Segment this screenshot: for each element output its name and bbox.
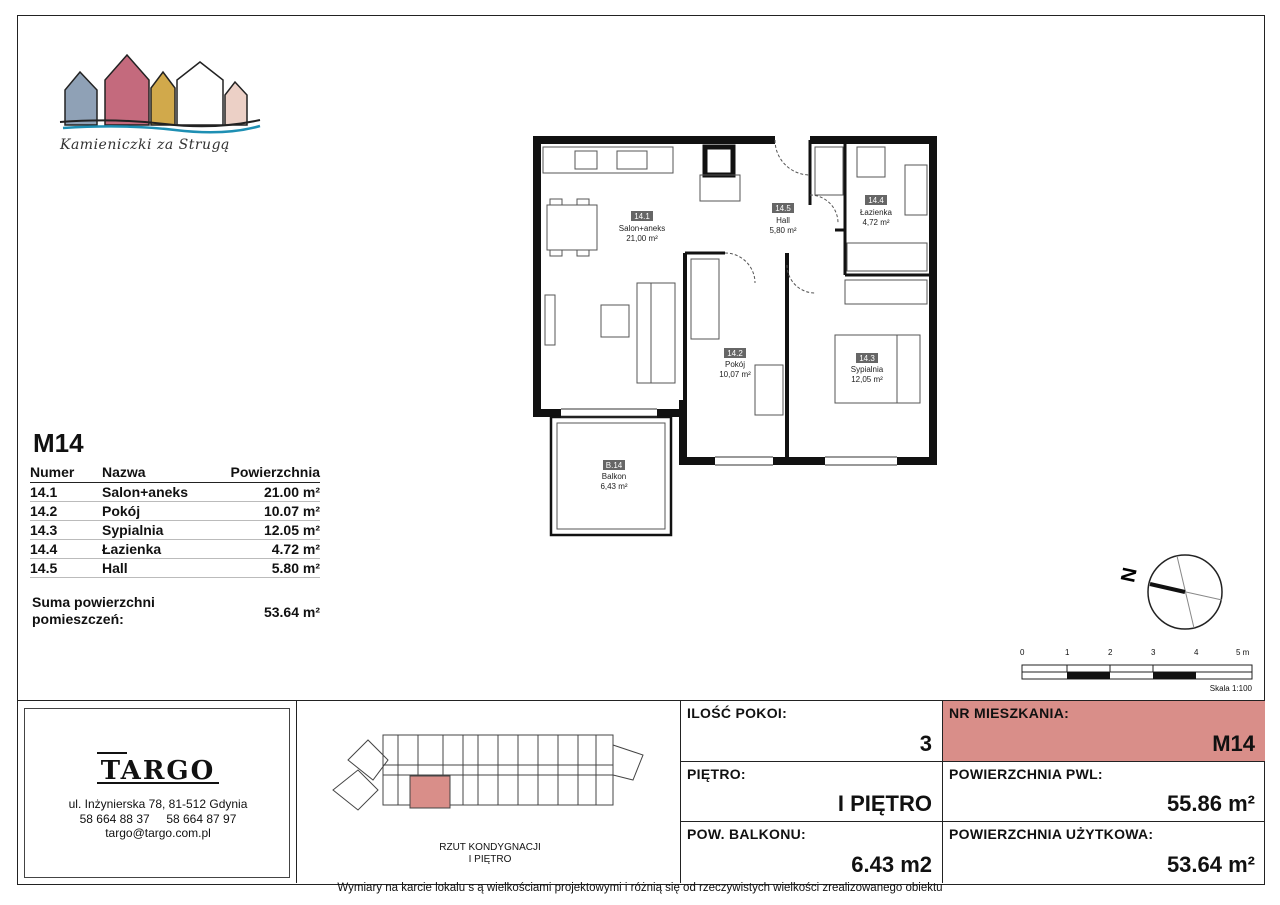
rooms-table <box>30 463 320 578</box>
divider <box>296 700 297 883</box>
usable-area-cell: POWIERZCHNIA UŻYTKOWA: 53.64 m² <box>949 826 1255 877</box>
label-14-1 <box>619 211 665 243</box>
svg-text:3: 3 <box>1151 648 1156 657</box>
svg-text:2: 2 <box>1108 648 1113 657</box>
label-14-2 <box>719 348 751 379</box>
rooms-count-cell: ILOŚĆ POKOI: 3 <box>687 705 932 756</box>
svg-text:TARGO: TARGO <box>100 756 216 786</box>
sum-value: 53.64 m² <box>263 604 320 620</box>
svg-text:5 m: 5 m <box>1236 648 1250 657</box>
table-row: 14.3 Sypialnia 12.05 m² <box>30 522 320 538</box>
sum-label: Suma powierzchni pomieszczeń: <box>32 594 155 627</box>
key-plan <box>298 700 678 880</box>
floor-value: I PIĘTRO <box>837 791 932 816</box>
svg-text:4,72 m²: 4,72 m² <box>862 218 890 227</box>
unit-number-cell: NR MIESZKANIA: M14 <box>943 701 1265 761</box>
svg-text:14.3: 14.3 <box>859 354 875 363</box>
svg-text:14.2: 14.2 <box>727 349 743 358</box>
pwl-area-cell: POWIERZCHNIA PWL: 55.86 m² <box>949 766 1255 816</box>
svg-text:Łazienka: Łazienka <box>859 208 893 217</box>
svg-text:5,80 m²: 5,80 m² <box>769 226 797 235</box>
company-address: ul. Inżynierska 78, 81-512 Gdynia <box>68 797 248 811</box>
apartment-code: M14 <box>33 428 84 458</box>
svg-text:Salon+aneks: Salon+aneks <box>618 224 666 233</box>
svg-text:14.4: 14.4 <box>868 196 884 205</box>
svg-text:Balkon: Balkon <box>601 472 627 481</box>
svg-text:14.1: 14.1 <box>634 212 650 221</box>
table-row: 14.2 Pokój 10.07 m² <box>30 503 320 519</box>
floor-plan <box>525 135 945 545</box>
svg-text:1: 1 <box>1065 648 1070 657</box>
rooms-count: 3 <box>919 731 932 756</box>
company-email: targo@targo.com.pl <box>105 826 211 840</box>
svg-text:B.14: B.14 <box>605 461 623 470</box>
col-area: Powierzchnia <box>222 463 320 483</box>
usable-area: 53.64 m² <box>1166 852 1255 877</box>
key-plan-drawing <box>328 720 648 820</box>
balcony-area-cell: POW. BALKONU: 6.43 m2 <box>687 826 932 877</box>
svg-text:Sypialnia: Sypialnia <box>850 365 884 374</box>
label-balcony <box>600 460 627 491</box>
svg-text:0: 0 <box>1020 648 1025 657</box>
table-row: 14.5 Hall 5.80 m² <box>30 560 320 576</box>
svg-text:Hall: Hall <box>776 216 790 225</box>
table-row: 14.1 Salon+aneks 21.00 m² <box>30 484 320 500</box>
label-14-5 <box>769 203 796 235</box>
scale-bar <box>1010 645 1265 695</box>
disclaimer: Wymiary na karcie lokalu s ą wielkościami projektowymi i różnią się od rzeczywistych wielkości zrealizowanego obiektu <box>337 882 943 894</box>
floor-cell: PIĘTRO: I PIĘTRO <box>687 766 932 816</box>
table-row: 14.4 Łazienka 4.72 m² <box>30 541 320 557</box>
svg-text:10,07 m²: 10,07 m² <box>719 370 751 379</box>
col-number: Numer <box>30 463 102 483</box>
svg-text:21,00 m²: 21,00 m² <box>626 234 658 243</box>
north-label: N <box>1117 565 1142 585</box>
company-contact <box>25 797 291 841</box>
north-arrow-icon <box>1110 550 1230 640</box>
balcony-area: 6.43 m2 <box>851 852 932 877</box>
key-plan-caption: RZUT KONDYGNACJI I PIĘTRO <box>439 842 541 865</box>
svg-text:Pokój: Pokój <box>724 360 746 369</box>
label-14-4 <box>860 195 893 227</box>
svg-text:14.5: 14.5 <box>775 204 791 213</box>
unit-number: M14 <box>1212 731 1255 756</box>
company-phones: 58 664 88 37 58 664 87 97 <box>79 811 237 826</box>
pwl-area: 55.86 m² <box>1166 791 1255 816</box>
svg-text:12,05 m²: 12,05 m² <box>851 375 883 384</box>
logo-caption: Kamieniczki za Strugą <box>60 137 230 153</box>
svg-text:Skala 1:100: Skala 1:100 <box>1209 684 1252 693</box>
company-box <box>24 708 290 878</box>
targo-logo <box>93 747 223 789</box>
svg-text:4: 4 <box>1194 648 1199 657</box>
col-name: Nazwa <box>102 463 222 483</box>
label-14-3 <box>851 353 884 384</box>
svg-text:6,43 m²: 6,43 m² <box>600 482 628 491</box>
